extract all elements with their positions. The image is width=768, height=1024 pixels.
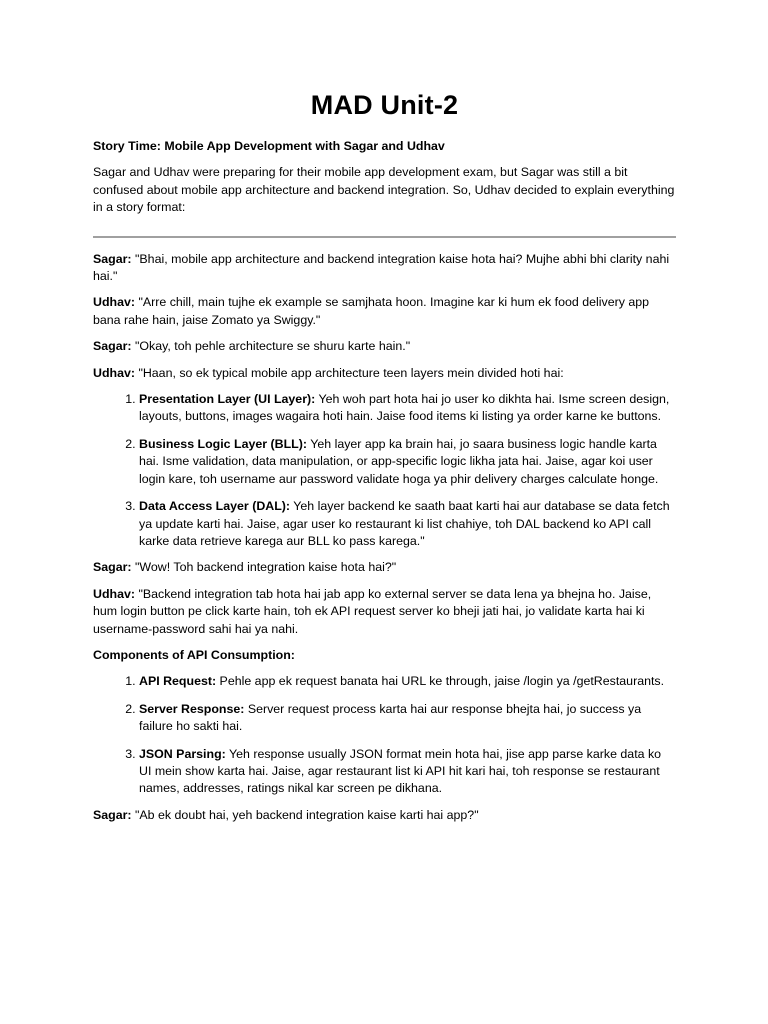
speaker-label: Sagar: <box>93 807 132 822</box>
list-item-text: Pehle app ek request banata hai URL ke through, jaise /login ya /getRestaurants. <box>216 674 665 689</box>
page-title: MAD Unit-2 <box>310 90 459 120</box>
list-item-term: Presentation Layer (UI Layer): <box>139 392 316 407</box>
list-item <box>139 391 676 426</box>
section-heading-text: Components of API Consumption: <box>93 647 295 662</box>
dialogue-text: "Okay, toh pehle architecture se shuru karte hain." <box>131 339 411 354</box>
speaker-label: Sagar: <box>93 339 132 354</box>
list-item-text: Yeh woh part hota hai jo user ko dikhta hai. Isme screen design, layouts, buttons, images wagaira hoti hain. Jaise food items ki listing ya order karne ke buttons. <box>139 392 670 424</box>
list-item-term: API Request: <box>139 674 217 689</box>
speaker-label: Udhav: <box>93 365 135 380</box>
dialogue-text: "Arre chill, main tujhe ek example se samjhata hoon. Imagine kar ki hum ek food delivery app bana rahe hain, jaise Zomato ya Swiggy." <box>93 295 650 327</box>
list-item-text: Yeh layer backend ke saath baat karti hai aur database se data fetch ya update karti hai. Jaise, agar user ko restaurant ki list chahiye, toh DAL backend ko API call karke data retrieve karega aur BLL ko pass karega." <box>139 499 670 548</box>
architecture-layers-list <box>93 391 676 550</box>
section-heading <box>93 647 676 664</box>
list-item-term: Data Access Layer (DAL): <box>139 499 291 514</box>
dialogue-line <box>93 251 676 286</box>
speaker-label: Sagar: <box>93 251 132 266</box>
dialogue-text: "Haan, so ek typical mobile app architecture teen layers mein divided hoti hai: <box>135 365 564 380</box>
dialogue-text: "Bhai, mobile app architecture and backend integration kaise hota hai? Mujhe abhi bhi clarity nahi hai." <box>93 251 670 284</box>
dialogue-line <box>93 338 676 355</box>
intro-paragraph: Sagar and Udhav were preparing for their mobile app development exam, but Sagar was still a bit confused about mobile app architecture and backend integration. So, Udhav decided to explain everything in a story format: <box>93 165 675 215</box>
dialogue-line <box>93 365 676 382</box>
list-item-term: JSON Parsing: <box>139 746 226 761</box>
dialogue-text: "Wow! Toh backend integration kaise hota hai?" <box>131 560 397 575</box>
list-item <box>139 436 676 488</box>
list-item <box>139 498 676 550</box>
dialogue-text: "Backend integration tab hota hai jab app ko external server se data lena ya bhejna ho. Jaise, hum login button pe click karte hain, toh ek API request server ko bheji jati hai, jo validate karta hai ki username-password sahi hai ya nahi. <box>93 586 652 636</box>
list-item-term: Server Response: <box>139 701 245 716</box>
dialogue-line <box>93 559 676 576</box>
list-item-term: Business Logic Layer (BLL): <box>139 436 307 451</box>
list-item <box>139 701 676 736</box>
list-item-text: Yeh layer app ka brain hai, jo saara business logic handle karta hai. Isme validation, data manipulation, or app-specific logic likha jata hai. Jaise, agar koi user login kare, toh username aur password validate hoga ya phir delivery charges calculate honge. <box>139 436 659 486</box>
api-components-list <box>93 673 676 797</box>
dialogue-line <box>93 586 676 638</box>
list-item-text: Yeh response usually JSON format mein hota hai, jise app parse karke data ko UI mein show karta hai. Jaise, agar restaurant list ki API hit kari hai, toh response se restaurant names, addresses, ratings nikal kar screen pe dikhana. <box>139 746 662 796</box>
dialogue-line <box>93 807 676 824</box>
list-item <box>139 673 676 690</box>
list-item-text: Server request process karta hai aur response bhejta hai, jo success ya failure ho sakti hai. <box>139 701 642 734</box>
speaker-label: Sagar: <box>93 560 132 575</box>
horizontal-divider <box>93 236 676 238</box>
story-subtitle: Story Time: Mobile App Development with Sagar and Udhav <box>93 139 445 153</box>
dialogue-line <box>93 294 676 329</box>
dialogue-text: "Ab ek doubt hai, yeh backend integration kaise karti hai app?" <box>131 807 479 822</box>
speaker-label: Udhav: <box>93 295 135 310</box>
speaker-label: Udhav: <box>93 586 135 601</box>
list-item <box>139 746 676 798</box>
